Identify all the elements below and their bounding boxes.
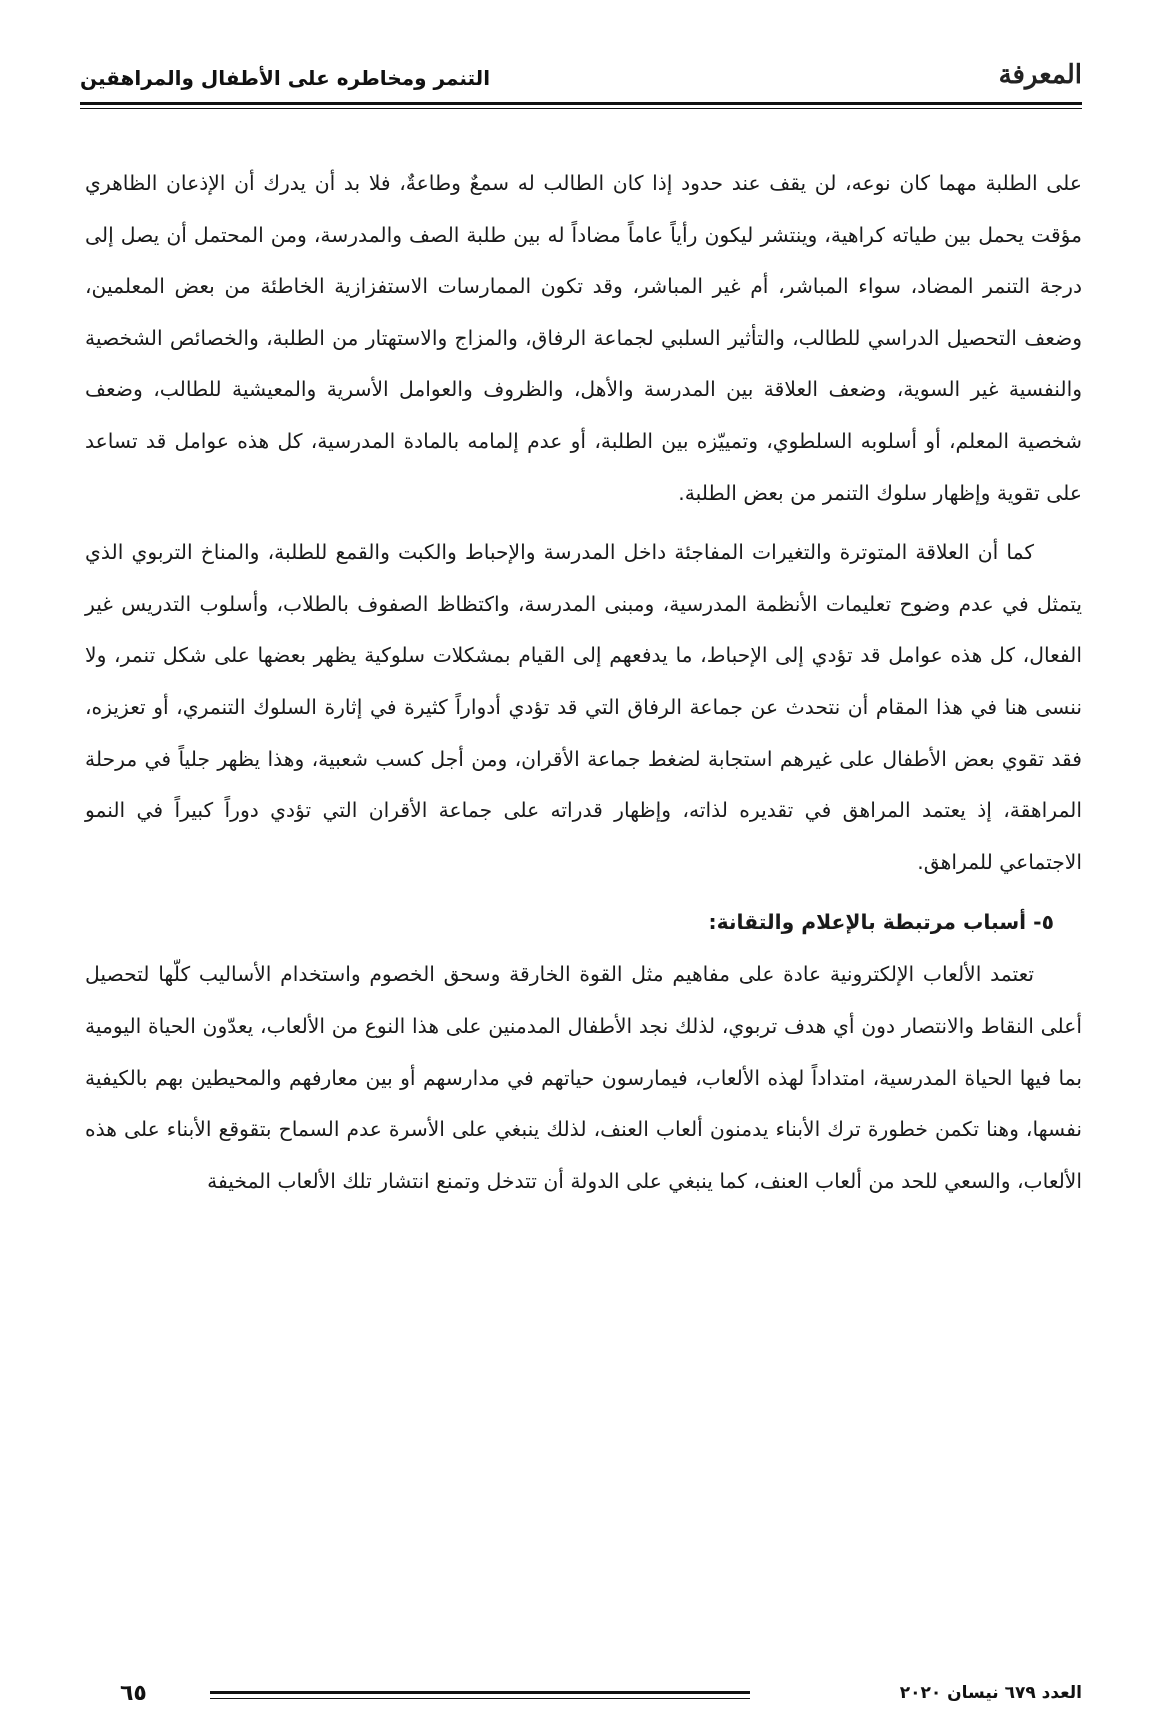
body-paragraph: كما أن العلاقة المتوترة والتغيرات المفاجئة داخل المدرسة والإحباط والكبت والقمع للطلبة، والمناخ التربوي الذي يتمثل في عدم وضوح تعليمات الأنظمة المدرسية، ومبنى المدرسة، واكتظاظ الصفوف بالطلاب، وأسلوب التدريس غير الفعال، كل هذه عوامل قد تؤدي إلى الإحباط، ما يدفعهم إلى القيام بمشكلات سلوكية يظهر بعضها على شكل تنمر، ولا ننسى هنا في هذا المقام أن نتحدث عن جماعة الرفاق التي قد تؤدي أدواراً كثيرة في إثارة السلوك التنمري، أو تعزيزه، فقد تقوي بعض الأطفال على غيرهم استجابة لضغط جماعة الأقران، ومن أجل كسب شعبية، وهذا يظهر جلياً في مرحلة المراهقة، إذ يعتمد المراهق في تقديره لذاته، وإظهار قدراته على جماعة الأقران التي تؤدي دوراً كبيراً في النمو الاجتماعي للمراهق. — [85, 540, 1082, 874]
article-body — [85, 158, 1082, 1215]
page-footer — [120, 1683, 1082, 1723]
page-number: ٦٥ — [120, 1681, 147, 1706]
article-title: التنمر ومخاطره على الأطفال والمراهقين — [80, 66, 491, 90]
footer-rule-thin — [210, 1698, 750, 1699]
section-heading: ٥- أسباب مرتبطة بالإعلام والتقانة: — [708, 910, 1054, 935]
magazine-logo: المعرفة — [998, 60, 1082, 90]
section-paragraph: تعتمد الألعاب الإلكترونية عادة على مفاهيم مثل القوة الخارقة وسحق الخصوم واستخدام الأساليب كلّها لتحصيل أعلى النقاط والانتصار دون أي هدف تربوي، لذلك نجد الأطفال المدمنين على هذا النوع من الألعاب، يعدّون الحياة اليومية بما فيها الحياة المدرسية، امتداداً لهذه الألعاب، فيمارسون حياتهم في مدارسهم أو بين معارفهم والمحيطين بهم بالكيفية نفسها، وهنا تكمن خطورة ترك الأبناء يدمنون ألعاب العنف، لذلك ينبغي على الأسرة عدم السماح بتقوقع الأبناء على هذه الألعاب، والسعي للحد من ألعاب العنف، كما ينبغي على الدولة أن تتدخل وتمنع انتشار تلك الألعاب المخيفة — [85, 962, 1082, 1193]
issue-info: العدد ٦٧٩ نيسان ٢٠٢٠ — [899, 1683, 1082, 1703]
header-rule-thin — [80, 108, 1082, 109]
running-header — [80, 50, 1082, 110]
header-rule — [80, 102, 1082, 105]
footer-rule — [210, 1691, 750, 1694]
body-paragraph: على الطلبة مهما كان نوعه، لن يقف عند حدود إذا كان الطالب له سمعٌ وطاعةٌ، فلا بد أن يدرك أن الإذعان الظاهري مؤقت يحمل بين طياته كراهية، وينتشر ليكون رأياً عاماً مضاداً له بين طلبة الصف والمدرسة، ومن المحتمل أن يصل إلى درجة التنمر المضاد، سواء المباشر، أم غير المباشر، وقد تكون الممارسات الاستفزازية الخاطئة من بعض المعلمين، وضعف التحصيل الدراسي للطالب، والتأثير السلبي لجماعة الرفاق، والمزاج والاستهتار من الطلبة، والخصائص الشخصية والنفسية غير السوية، وضعف العلاقة بين المدرسة والأهل، والظروف والعوامل الأسرية والمعيشية للطالب، وضعف شخصية المعلم، أو أسلوبه السلطوي، وتمييّزه بين الطلبة، أو عدم إلمامه بالمادة المدرسية، كل هذه عوامل قد تساعد على تقوية وإظهار سلوك التنمر من بعض الطلبة. — [85, 171, 1082, 505]
